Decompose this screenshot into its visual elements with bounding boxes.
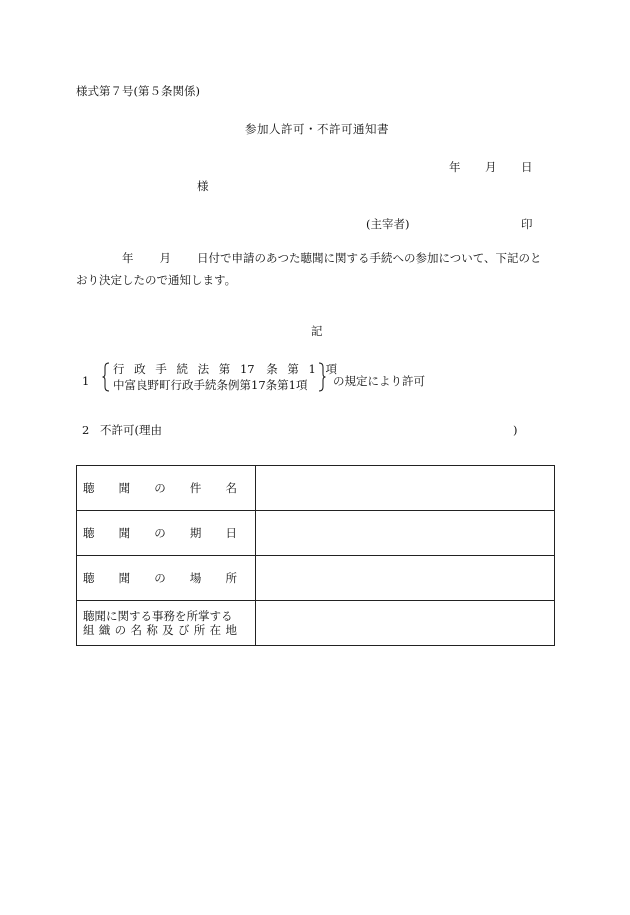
organization-label-line-2 xyxy=(83,623,237,637)
label-char: 聞 xyxy=(118,481,131,495)
law1-char: 第 xyxy=(218,362,231,376)
label-char: の xyxy=(154,571,166,585)
hearing-info-table xyxy=(76,465,555,646)
law1-char: 行 xyxy=(113,362,125,376)
table-row xyxy=(77,556,555,601)
label-char: 織 xyxy=(98,623,111,637)
body-day-text: 日付で申請のあつた聴聞に関する手続への参加について、下記のと xyxy=(197,251,542,265)
label-char: 所 xyxy=(193,623,206,637)
body-text-line-2: おり決定したので通知します。 xyxy=(76,273,237,287)
label-char: 聞 xyxy=(118,571,131,585)
law1-char: 続 xyxy=(176,362,188,376)
law-reference-2: 中富良野町行政手続条例第17条第1項 xyxy=(113,378,308,392)
item-2-close-paren: ) xyxy=(513,423,518,437)
row-label-hearing-date xyxy=(77,511,256,556)
label-char: 聞 xyxy=(118,526,131,540)
label-char: 地 xyxy=(225,623,237,637)
label-char: 所 xyxy=(225,571,237,585)
table-row xyxy=(77,511,555,556)
law1-char: 条 xyxy=(266,362,278,376)
label-char: 在 xyxy=(209,623,222,637)
law1-char: 第 xyxy=(287,362,299,376)
form-number: 様式第７号(第５条関係) xyxy=(76,84,200,98)
law1-char: 1 xyxy=(308,362,316,376)
label-char: 称 xyxy=(146,623,158,637)
label-char: 聴 xyxy=(83,526,95,540)
row-label-organization xyxy=(77,601,256,646)
organization-label-line-1: 聴聞に関する事務を所掌する xyxy=(83,608,233,623)
law1-char: 手 xyxy=(155,362,167,376)
label-char: 件 xyxy=(189,481,202,495)
hearing-subject-field[interactable] xyxy=(256,466,555,511)
seal-mark: 印 xyxy=(521,217,533,231)
law1-char: 項 xyxy=(325,362,338,376)
label-char: び xyxy=(177,623,190,637)
table-row xyxy=(77,601,555,646)
label-char: 組 xyxy=(83,623,95,637)
label-char: 日 xyxy=(225,526,237,540)
law-reference-1 xyxy=(113,364,337,376)
item-1-permission-text: の規定により許可 xyxy=(333,374,425,388)
right-brace-icon xyxy=(318,362,326,392)
row-label-hearing-place xyxy=(77,556,256,601)
law1-char: 17 xyxy=(239,362,255,376)
document-title: 参加人許可・不許可通知書 xyxy=(245,122,389,136)
label-char: の xyxy=(114,623,127,637)
date-day-label: 日 xyxy=(521,160,533,174)
body-text-line-1 xyxy=(122,253,542,265)
addressee-honorific: 様 xyxy=(197,179,209,193)
ki-heading: 記 xyxy=(311,324,323,338)
item-1-number: 1 xyxy=(82,374,90,388)
row-label-hearing-subject xyxy=(77,466,256,511)
date-month-label: 月 xyxy=(485,160,497,174)
hearing-date-field[interactable] xyxy=(256,511,555,556)
label-char: 期 xyxy=(189,526,202,540)
item-2-label: 不許可(理由 xyxy=(100,423,162,437)
label-char: 名 xyxy=(225,481,237,495)
label-char: 場 xyxy=(189,571,202,585)
label-char: 及 xyxy=(162,623,174,637)
law1-char: 法 xyxy=(197,362,210,376)
body-year: 年 xyxy=(122,251,134,265)
organizer-label: (主宰者) xyxy=(366,217,410,231)
hearing-place-field[interactable] xyxy=(256,556,555,601)
label-char: の xyxy=(154,481,166,495)
date-year-label: 年 xyxy=(449,160,461,174)
body-month: 月 xyxy=(159,251,171,265)
left-brace-icon xyxy=(102,362,110,392)
label-char: 名 xyxy=(130,623,142,637)
table-row xyxy=(77,466,555,511)
label-char: 聴 xyxy=(83,481,95,495)
label-char: 聴 xyxy=(83,571,95,585)
law1-char: 政 xyxy=(134,362,146,376)
item-2-number: 2 xyxy=(82,423,90,437)
label-char: の xyxy=(154,526,166,540)
organization-field[interactable] xyxy=(256,601,555,646)
